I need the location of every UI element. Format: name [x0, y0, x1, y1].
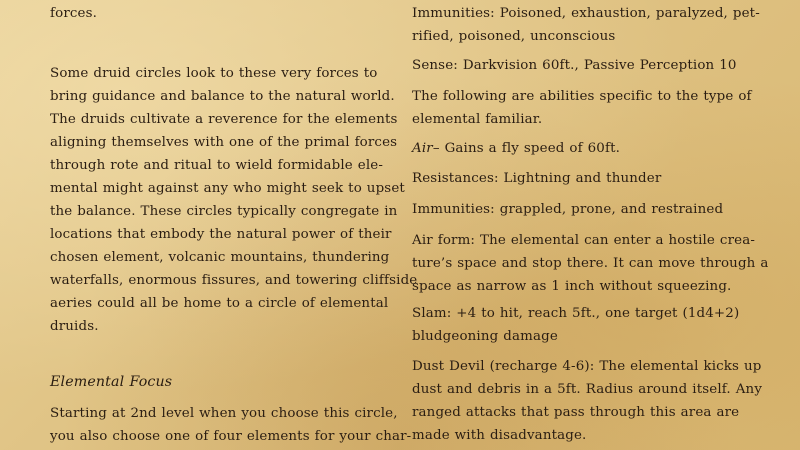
slam-line: Slam: +4 to hit, reach 5ft., one target (1d4+2) [412, 306, 740, 321]
paragraph-line: Some druid circles look to these very forces to [50, 66, 378, 81]
senses-line: Sense: Darkvision 60ft., Passive Perception 10 [412, 58, 737, 73]
abilities-intro [412, 85, 752, 131]
paragraph-line: you also choose one of four elements for your char- [50, 429, 412, 444]
air-line [412, 137, 620, 160]
paragraph-line: the balance. These circles typically congregate in [50, 204, 398, 219]
druid-circles-paragraph [50, 62, 417, 338]
air-label: Air [412, 141, 433, 156]
immunities-block [412, 2, 760, 48]
immunities-line: rified, poisoned, unconscious [412, 29, 616, 44]
air-text: – Gains a fly speed of 60ft. [432, 141, 621, 156]
elemental-focus-paragraph [50, 402, 411, 448]
slam-line: bludgeoning damage [412, 329, 558, 344]
dust-devil-line: dust and debris in a 5ft. Radius around itself. Any [412, 382, 763, 397]
air-form-line: ture’s space and stop there. It can move through a [412, 256, 769, 271]
paragraph-line: through rote and ritual to wield formidable ele- [50, 158, 384, 173]
paragraph-line: bring guidance and balance to the natural world. [50, 89, 395, 104]
paragraph-line: druids. [50, 319, 99, 334]
abilities-line: The following are abilities specific to the type of [412, 89, 752, 104]
dust-devil-line: ranged attacks that pass through this area are [412, 405, 740, 420]
dust-devil-line: Dust Devil (recharge 4-6): The elemental kicks up [412, 359, 762, 374]
paragraph-line: Starting at 2nd level when you choose this circle, [50, 406, 398, 421]
paragraph-line: The druids cultivate a reverence for the elements [50, 112, 398, 127]
abilities-line: elemental familiar. [412, 112, 543, 127]
paragraph-line: locations that embody the natural power of their [50, 227, 392, 242]
resistances-line: Resistances: Lightning and thunder [412, 171, 662, 186]
air-form-block [412, 229, 769, 298]
paragraph-line: mental might against any who might seek to upset [50, 181, 405, 196]
immunities-line: Immunities: Poisoned, exhaustion, paralyzed, pet- [412, 6, 760, 21]
air-immunities-line: Immunities: grappled, prone, and restrained [412, 202, 724, 217]
intro-tail: forces. [50, 6, 98, 21]
air-form-line: space as narrow as 1 inch without squeezing. [412, 279, 732, 294]
paragraph-line: waterfalls, enormous fissures, and towering cliffside [50, 273, 418, 288]
dust-devil-line: made with disadvantage. [412, 428, 587, 443]
section-heading: Elemental Focus [50, 374, 173, 390]
dust-devil-block [412, 355, 762, 447]
slam-block [412, 302, 739, 348]
paragraph-line: chosen element, volcanic mountains, thundering [50, 250, 390, 265]
paragraph-line: aeries could all be home to a circle of elemental [50, 296, 389, 311]
paragraph-line: aligning themselves with one of the primal forces [50, 135, 398, 150]
air-form-line: Air form: The elemental can enter a hostile crea- [412, 233, 755, 248]
